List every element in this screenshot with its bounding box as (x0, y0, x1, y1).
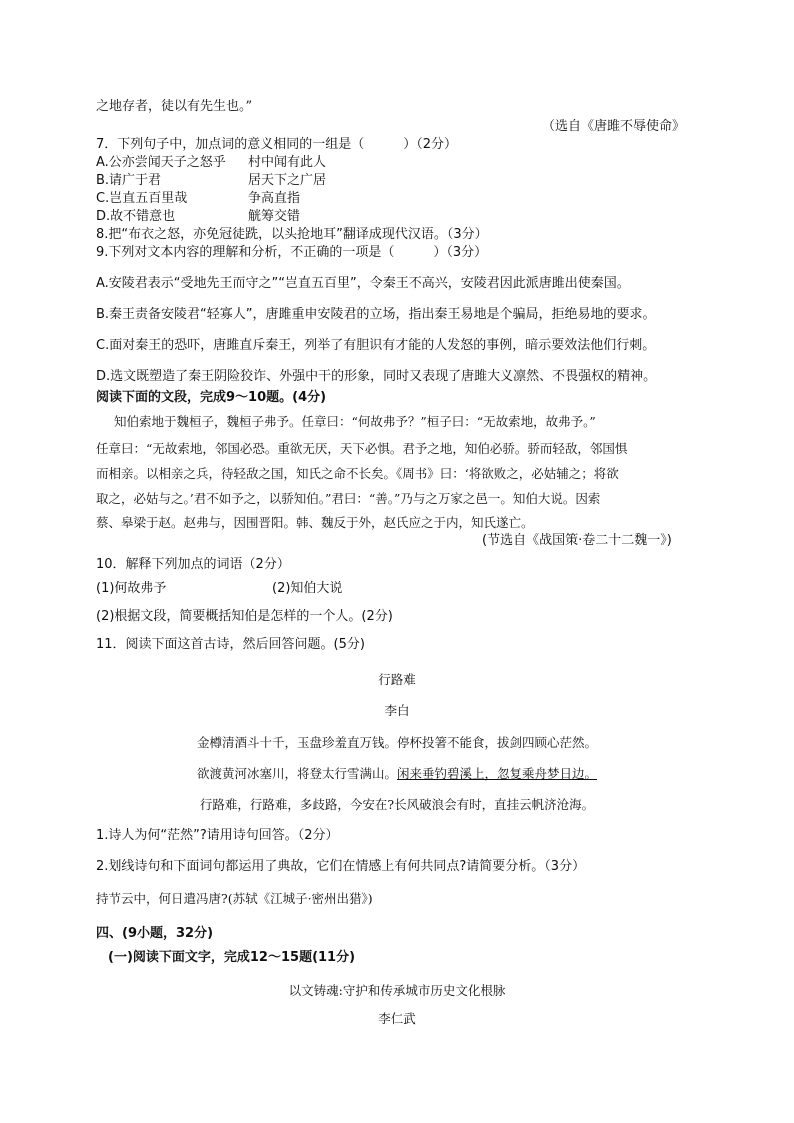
q9-option-a: A.安陵君表示“受地先王而守之”“岂直五百里”，令秦王不高兴，安陵君因此派唐雎出使秦国。 (96, 276, 630, 291)
article-author: 李仁武 (378, 1011, 416, 1026)
poem-line-2-underlined: 闲来垂钓碧溪上，忽复乘舟梦日边。 (397, 766, 598, 781)
source-citation-2: (节选自《战国策·卷二十二魏一》) (482, 533, 672, 548)
question-10-stem: 10．解释下列加点的词语（2分） (96, 557, 290, 572)
q7-option-b-left: B.请广于君 (96, 173, 162, 188)
poem-line-2-plain: 欲渡黄河冰塞川，将登太行雪满山。 (196, 766, 397, 781)
article-title: 以文铸魂:守护和传承城市历史文化根脉 (288, 983, 506, 998)
poem-line-1: 金樽清酒斗十千，玉盘珍羞直万钱。停杯投箸不能食，拔剑四顾心茫然。 (196, 735, 597, 750)
q7-option-d-right: 觥筹交错 (248, 209, 301, 224)
poem-quote: 持节云中，何日遣冯唐?(苏轼《江城子·密州出猎》) (96, 891, 373, 906)
question-10-words (96, 581, 343, 597)
part-1-heading: (一)阅读下面文字，完成12～15题(11分) (108, 950, 356, 965)
poem-title: 行路难 (378, 672, 416, 687)
passage-2-line: 任章曰：“无故索地，邻国必恐。重欲无厌，天下必惧。君予之地，知伯必骄。骄而轻敌，邻国惧 (96, 441, 628, 456)
poem-line-2 (0, 766, 794, 781)
question-11-sub-2: 2.划线诗句和下面词句都运用了典故，它们在情感上有何共同点?请简要分析。（3分） (96, 859, 586, 874)
q7-option-a (96, 155, 327, 171)
quote-ending: 之地存者，徒以有先生也。” (96, 99, 253, 114)
passage-2-line: 取之，必姑与之。’君不如予之，以骄知伯。”君曰：“善。”乃与之万家之邑一。知伯大说。因索 (96, 491, 601, 506)
q7-option-d (96, 209, 301, 225)
source-citation-1: （选自《唐雎不辱使命》 (542, 119, 686, 134)
question-11-stem: 11．阅读下面这首古诗，然后回答问题。(5分) (96, 637, 365, 652)
q7-option-c-right: 争高直指 (248, 191, 301, 206)
question-8: 8.把“布衣之怒，亦免冠徒跣，以头抢地耳”翻译成现代汉语。（3分） (96, 227, 488, 242)
passage-2-heading: 阅读下面的文段，完成9～10题。(4分) (96, 390, 327, 405)
q9-option-d: D.选文既塑造了秦王阴险狡诈、外强中干的形象，同时又表现了唐雎大义凛然、不畏强权的精神。 (96, 369, 657, 384)
q9-option-b: B.秦王责备安陵君“轻寡人”，唐雎重申安陵君的立场，指出秦王易地是个骗局，拒绝易地的要求。 (96, 307, 656, 322)
q7-option-d-left: D.故不错意也 (96, 209, 176, 224)
q7-option-a-left: A.公亦尝闻天子之怒乎 (96, 155, 226, 170)
poem-line-3: 行路难，行路难，多歧路，今安在?长风破浪会有时，直挂云帆济沧海。 (199, 797, 595, 812)
question-7-stem: 7．下列句子中，加点词的意义相同的一组是（ ）（2分） (96, 137, 458, 152)
question-11-sub-1: 1.诗人为何“茫然”?请用诗句回答。（2分） (96, 828, 339, 843)
q9-option-c: C.面对秦王的恐吓，唐雎直斥秦王，列举了有胆识有才能的人发怒的事例，暗示要效法他们行刺。 (96, 338, 656, 353)
question-10-sub-2: (2)根据文段，简要概括知伯是怎样的一个人。(2分) (96, 609, 393, 624)
q7-option-c-left: C.岂直五百里哉 (96, 191, 188, 206)
question-9-stem: 9.下列对文本内容的理解和分析，不正确的一项是（ ）（3分） (96, 245, 488, 260)
q10-word-1: (1)何故弗予 (96, 581, 167, 596)
poem-author: 李白 (384, 703, 410, 718)
q7-option-b (96, 173, 327, 189)
passage-2-line: 而相亲。以相亲之兵，待轻敌之国，知氏之命不长矣。《周书》曰：‘将欲败之，必姑辅之；将欲 (96, 466, 619, 481)
q7-option-b-right: 居天下之广居 (248, 173, 327, 188)
q7-option-a-right: 村中闻有此人 (248, 155, 327, 170)
passage-2-line: 蔡、皋梁于赵。赵弗与，因围晋阳。韩、魏反于外，赵氏应之于内，知氏遂亡。 (96, 515, 534, 530)
q10-word-2: (2)知伯大说 (272, 581, 343, 596)
passage-2-line: 知伯索地于魏桓子，魏桓子弗予。任章曰：“何故弗予？”桓子曰：“无故索地，故弗予。” (114, 414, 596, 429)
q7-option-c (96, 191, 301, 207)
section-4-heading: 四、(9小题，32分) (96, 926, 214, 941)
